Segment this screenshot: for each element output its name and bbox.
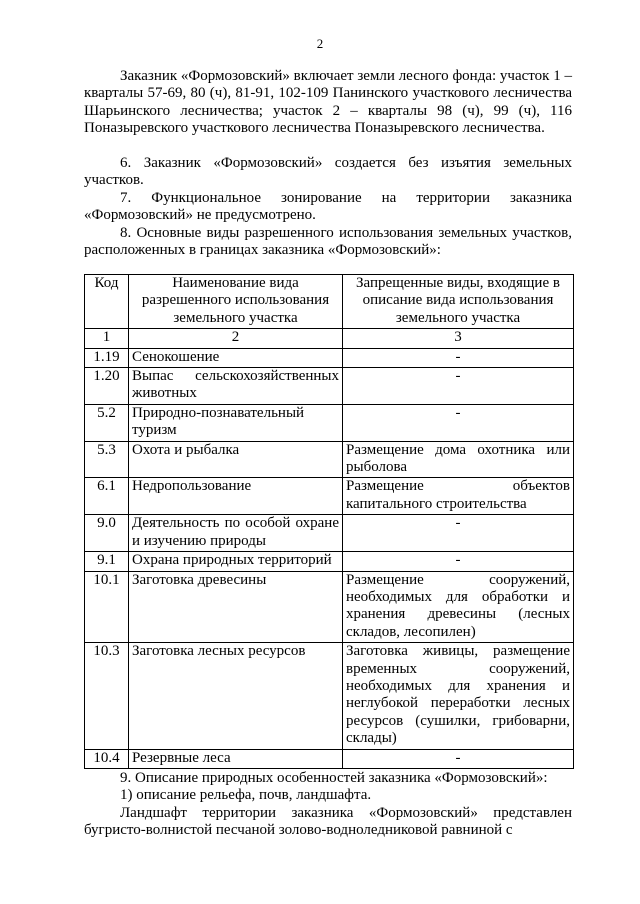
header-name: Наименование вида разрешенного использования земельного участка bbox=[129, 275, 343, 329]
column-number-1: 1 bbox=[85, 329, 129, 348]
row-code: 1.19 bbox=[85, 348, 129, 367]
row-code: 5.2 bbox=[85, 404, 129, 441]
row-name: Деятельность по особой охране и изучению природы bbox=[129, 515, 343, 552]
row-name: Заготовка древесины bbox=[129, 571, 343, 643]
table-row bbox=[85, 571, 574, 643]
paragraph-8: 8. Основные виды разрешенного использования земельных участков, расположенных в границах заказника «Формозовский»: bbox=[84, 225, 572, 259]
column-number-3: 3 bbox=[343, 329, 574, 348]
row-prohibited: - bbox=[343, 552, 574, 571]
row-name: Выпас сельскохозяйственных животных bbox=[129, 368, 343, 405]
paragraph-9-item-1: 1) описание рельефа, почв, ландшафта. bbox=[120, 787, 372, 803]
paragraph-6: 6. Заказник «Формозовский» создается без изъятия земельных участков. bbox=[84, 155, 572, 189]
table-header-row bbox=[85, 275, 574, 329]
table-row bbox=[85, 441, 574, 478]
table-row bbox=[85, 404, 574, 441]
row-prohibited: - bbox=[343, 749, 574, 768]
row-prohibited: Размещение сооружений, необходимых для обработки и хранения древесины (лесных складов, лесопилен) bbox=[343, 571, 574, 643]
row-name: Заготовка лесных ресурсов bbox=[129, 643, 343, 749]
table-column-number-row bbox=[85, 329, 574, 348]
table-row bbox=[85, 643, 574, 749]
table-row bbox=[85, 478, 574, 515]
row-code: 9.0 bbox=[85, 515, 129, 552]
row-name: Недропользование bbox=[129, 478, 343, 515]
row-prohibited: - bbox=[343, 348, 574, 367]
row-code: 5.3 bbox=[85, 441, 129, 478]
table-row bbox=[85, 552, 574, 571]
row-prohibited: Размещение объектов капитального строительства bbox=[343, 478, 574, 515]
table-row bbox=[85, 348, 574, 367]
row-code: 9.1 bbox=[85, 552, 129, 571]
table-row bbox=[85, 749, 574, 768]
header-code: Код bbox=[85, 275, 129, 329]
row-prohibited: Заготовка живицы, размещение временных сооружений, необходимых для хранения и неглубокой переработки лесных ресурсов (сушилки, грибоварни, склады) bbox=[343, 643, 574, 749]
row-name: Сенокошение bbox=[129, 348, 343, 367]
paragraph-zakaznik-lands: Заказник «Формозовский» включает земли лесного фонда: участок 1 – кварталы 57-69, 80 (ч), 81-91, 102-109 Панинского участкового лесничества Шарьинского лесничества; участок 2 – кварталы 98 (ч), 99 (ч), 116 Поназыревского участкового лесничества Поназыревского лесничества. bbox=[84, 68, 572, 137]
header-prohibited: Запрещенные виды, входящие в описание вида использования земельного участка bbox=[343, 275, 574, 329]
row-code: 10.1 bbox=[85, 571, 129, 643]
row-name: Природно-познавательный туризм bbox=[129, 404, 343, 441]
row-code: 10.4 bbox=[85, 749, 129, 768]
paragraph-landscape: Ландшафт территории заказника «Формозовский» представлен бугристо-волнистой песчаной золово-водноледниковой равниной с bbox=[84, 805, 572, 839]
row-prohibited: - bbox=[343, 515, 574, 552]
page-number: 2 bbox=[316, 36, 324, 51]
row-code: 6.1 bbox=[85, 478, 129, 515]
column-number-2: 2 bbox=[129, 329, 343, 348]
paragraph-9: 9. Описание природных особенностей заказника «Формозовский»: bbox=[120, 770, 548, 786]
row-name: Охрана природных территорий bbox=[129, 552, 343, 571]
row-prohibited: Размещение дома охотника или рыболова bbox=[343, 441, 574, 478]
row-prohibited: - bbox=[343, 368, 574, 405]
row-code: 10.3 bbox=[85, 643, 129, 749]
row-name: Охота и рыбалка bbox=[129, 441, 343, 478]
table-row bbox=[85, 515, 574, 552]
row-name: Резервные леса bbox=[129, 749, 343, 768]
paragraph-7: 7. Функциональное зонирование на территории заказника «Формозовский» не предусмотрено. bbox=[84, 190, 572, 224]
row-prohibited: - bbox=[343, 404, 574, 441]
row-code: 1.20 bbox=[85, 368, 129, 405]
land-use-table bbox=[84, 274, 574, 769]
table-row bbox=[85, 368, 574, 405]
